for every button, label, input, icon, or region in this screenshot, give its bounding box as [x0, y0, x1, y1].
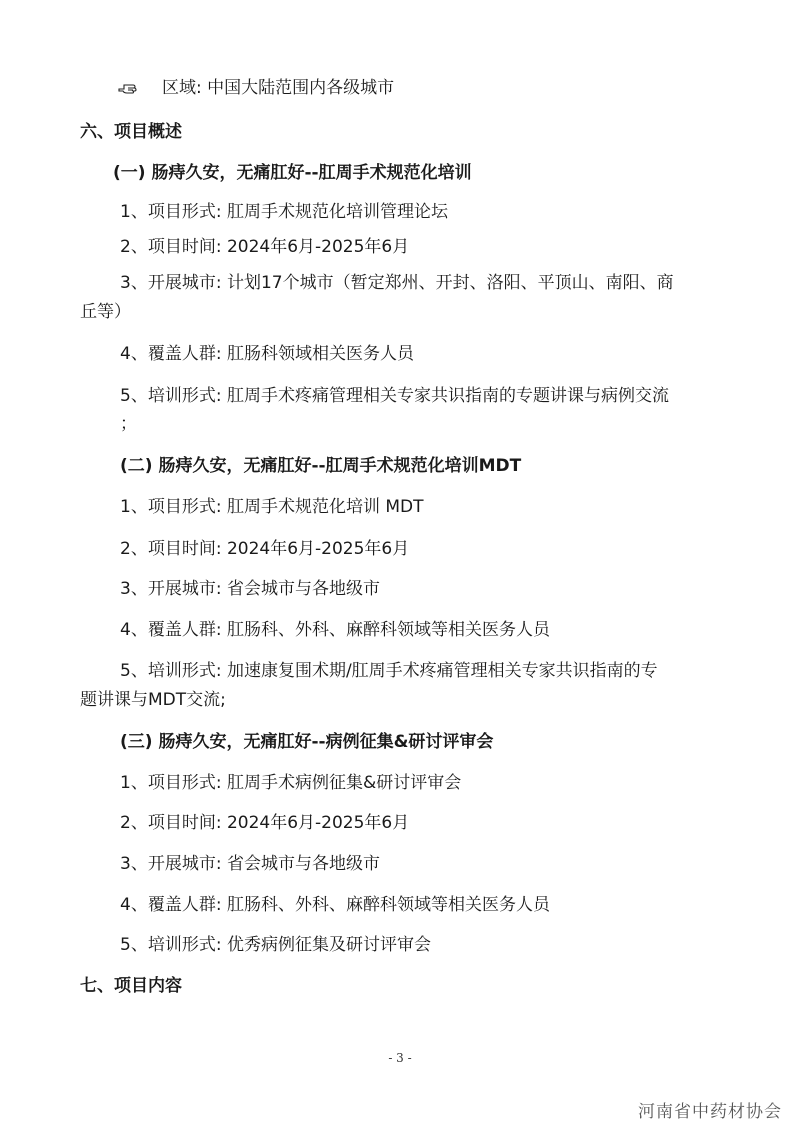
item-2-title: (二) 肠痔久安，无痛肛好--肛周手术规范化培训MDT: [120, 456, 522, 476]
item-1-title: (一) 肠痔久安，无痛肛好--肛周手术规范化培训: [113, 163, 472, 183]
item-1-form: 1、项目形式: 肛周手术规范化培训管理论坛: [120, 202, 448, 222]
item-2-training-line-2: 题讲课与MDT交流;: [80, 690, 226, 710]
item-3-form: 1、项目形式: 肛周手术病例征集&研讨评审会: [120, 773, 462, 793]
item-2-form: 1、项目形式: 肛周手术规范化培训 MDT: [120, 497, 424, 517]
item-3-cities: 3、开展城市: 省会城市与各地级市: [120, 854, 380, 874]
item-1-time: 2、项目时间: 2024年6月-2025年6月: [120, 237, 410, 257]
item-3-training: 5、培训形式: 优秀病例征集及研讨评审会: [120, 935, 431, 955]
item-1-audience: 4、覆盖人群: 肛肠科领域相关医务人员: [120, 344, 414, 364]
item-1-training-line-2: ；: [120, 414, 137, 434]
item-3-title: (三) 肠痔久安，无痛肛好--病例征集&研讨评审会: [120, 732, 494, 752]
item-2-audience: 4、覆盖人群: 肛肠科、外科、麻醉科领域等相关医务人员: [120, 620, 550, 640]
item-1-cities-line-2: 丘等）: [80, 302, 131, 322]
organization-footer: 河南省中药材协会: [638, 1102, 782, 1122]
item-3-time: 2、项目时间: 2024年6月-2025年6月: [120, 813, 410, 833]
section-7-title: 七、项目内容: [80, 976, 182, 996]
section-6-title: 六、项目概述: [80, 122, 182, 142]
item-3-audience: 4、覆盖人群: 肛肠科、外科、麻醉科领域等相关医务人员: [120, 895, 550, 915]
item-1-cities-line-1: 3、开展城市: 计划17个城市（暂定郑州、开封、洛阳、平顶山、南阳、商: [120, 273, 674, 293]
item-1-training-line-1: 5、培训形式: 肛周手术疼痛管理相关专家共识指南的专题讲课与病例交流: [120, 386, 669, 406]
pointing-hand-icon: [118, 80, 138, 96]
region-line: 区域: 中国大陆范围内各级城市: [162, 78, 395, 98]
item-2-time: 2、项目时间: 2024年6月-2025年6月: [120, 539, 410, 559]
page-number: - 3 -: [388, 1051, 412, 1065]
item-2-training-line-1: 5、培训形式: 加速康复围术期/肛周手术疼痛管理相关专家共识指南的专: [120, 661, 658, 681]
item-2-cities: 3、开展城市: 省会城市与各地级市: [120, 579, 380, 599]
